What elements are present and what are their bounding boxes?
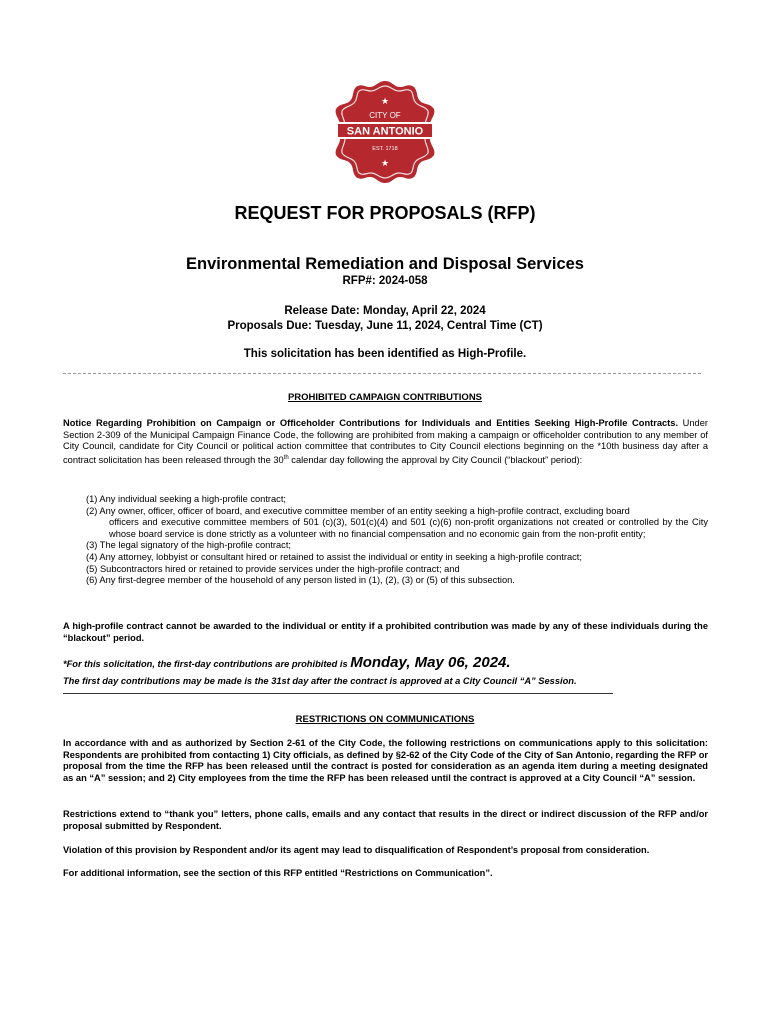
- release-date: Release Date: Monday, April 22, 2024: [284, 305, 486, 317]
- list-item: (6) Any first-degree member of the household of any person listed in (1), (2), (3) or (5) of this subsection.: [86, 575, 515, 586]
- project-name: Environmental Remediation and Disposal Services: [186, 255, 584, 273]
- list-item: (3) The legal signatory of the high-profile contract;: [86, 540, 291, 551]
- contribution-notice: [63, 418, 708, 466]
- notice-superscript: th: [283, 454, 289, 461]
- list-item-continuation: officers and executive committee members of 501 (c)(3), 501(c)(4) and 501 (c)(6) non-profit organizations not created or controlled by the City whose board service is done strictly as a volunteer with no financial compensation and no economic gain from the non-profit entity;: [109, 517, 708, 539]
- restrictions-heading: RESTRICTIONS ON COMMUNICATIONS: [295, 714, 475, 725]
- first-day-prefix: *For this solicitation, the first-day contributions are prohibited is: [63, 659, 351, 669]
- document-title: REQUEST FOR PROPOSALS (RFP): [234, 203, 536, 223]
- restrictions-paragraph-1: In accordance with and as authorized by Section 2-61 of the City Code, the following restrictions on communications apply to this solicitation: Respondents are prohibited from contacting 1) City officials, as defined by §2-62 of the City Code of the City of San Antonio, regarding the RFP or proposal from the time the RFP has been released until the contract is posted for consideration as an agenda item during a meeting designated as an “A” session; and 2) City employees from the time the RFP has been released until the contract is approved at a City Council “A” session.: [63, 738, 708, 783]
- seal-top-text: CITY OF: [369, 111, 401, 120]
- first-day-date: Monday, May 06, 2024.: [350, 654, 511, 671]
- high-profile-note: This solicitation has been identified as High-Profile.: [243, 348, 527, 360]
- list-item: (5) Subcontractors hired or retained to provide services under the high-profile contract; and: [86, 563, 460, 574]
- proposals-due: Proposals Due: Tuesday, June 11, 2024, Central Time (CT): [227, 320, 543, 332]
- prohibited-contributions-heading: PROHIBITED CAMPAIGN CONTRIBUTIONS: [287, 392, 483, 403]
- notice-text-end: calendar day following the approval by City Council (“blackout” period):: [288, 454, 583, 465]
- notice-bold-lead: Notice Regarding Prohibition on Campaign or Officeholder Contributions for Individuals and Entities Seeking High-Profile Contracts.: [63, 418, 679, 428]
- list-item: (1) Any individual seeking a high-profile contract;: [86, 494, 286, 504]
- first-day-line: [63, 654, 708, 671]
- city-of-san-antonio-seal: [332, 79, 438, 185]
- list-item: (2) Any owner, officer, officer of board, and executive committee member of an entity seeking a high-profile contract, excluding board officers and executive committee members of 501 (c)(3), 501(c)(4) and 501 (c)(6) non-profit organizations not created or controlled by the City whose board service is done strictly as a volunteer with no financial compensation and no economic gain from the non-profit entity;: [86, 505, 708, 539]
- seal-est-text: EST. 1718: [372, 146, 398, 152]
- rfp-number: RFP#: 2024-058: [342, 275, 428, 287]
- restrictions-paragraph-2: Restrictions extend to “thank you” letters, phone calls, emails and any contact that results in the direct or indirect discussion of the RFP and/or proposal submitted by Respondent.: [63, 809, 708, 831]
- notice-text: Under Section 2-309 of the Municipal Campaign Finance Code, the following are prohibited from making a campaign or officeholder contribution to any member of City Council, candidate for City Council or political action committee that contributes to City Council elections beginning on the *10th business day after a contract solicitation has been released through the 30: [63, 418, 708, 465]
- blackout-warning: A high-profile contract cannot be awarded to the individual or entity if a prohibited contribution was made by any of these individuals during the “blackout” period.: [63, 621, 708, 643]
- restrictions-paragraph-3: Violation of this provision by Respondent and/or its agent may lead to disqualification of Respondent’s proposal from consideration.: [63, 845, 650, 855]
- first-day-note: The first day contributions may be made is the 31st day after the contract is approved at a City Council “A” Session.: [63, 676, 577, 686]
- divider: [63, 373, 701, 374]
- list-item: (4) Any attorney, lobbyist or consultant hired or retained to assist the individual or entity in seeking a high-profile contract;: [86, 551, 582, 562]
- svg-text:★: ★: [380, 97, 390, 107]
- restrictions-paragraph-4: For additional information, see the section of this RFP entitled “Restrictions on Communication”.: [63, 868, 493, 878]
- seal-main-text: SAN ANTONIO: [346, 125, 424, 138]
- prohibited-persons-list: [86, 494, 708, 587]
- divider: [63, 693, 613, 694]
- svg-text:★: ★: [380, 159, 390, 169]
